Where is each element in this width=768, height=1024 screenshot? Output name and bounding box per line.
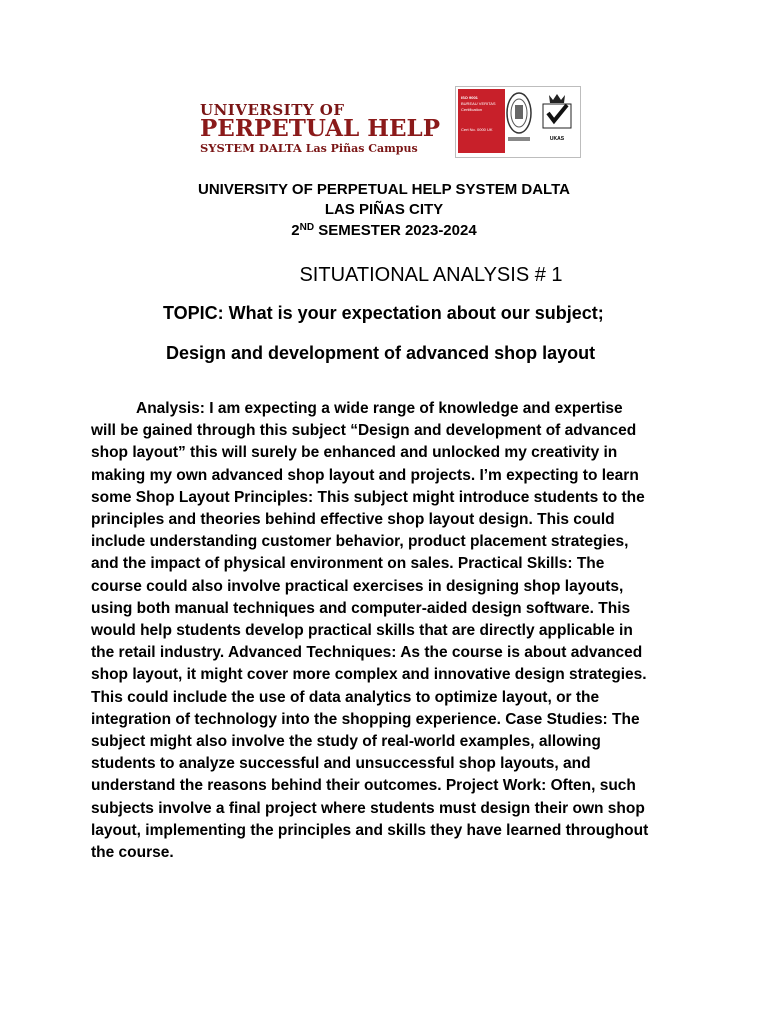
analysis-line: course could also involve practical exercises in designing shop layouts, — [91, 577, 624, 595]
analysis-line: shop layout, it might cover more complex and innovative design strategies. — [91, 666, 647, 684]
crown-check-icon — [540, 91, 574, 131]
logo-campus: Las Piñas Campus — [305, 142, 418, 155]
analysis-line: using both manual techniques and computer-aided design software. This — [91, 599, 631, 617]
analysis-line: some Shop Layout Principles: This subject might introduce students to the — [91, 488, 645, 506]
semester-ordinal: ND — [299, 222, 315, 233]
analysis-line: subject might also involve the study of real-world examples, allowing — [91, 733, 601, 751]
semester-line — [0, 221, 768, 241]
cert-iso: ISO 9001 — [461, 95, 478, 100]
analysis-line: the course. — [91, 844, 174, 862]
university-logo — [200, 103, 440, 157]
analysis-line: layout, implementing the principles and skills they have learned throughout — [91, 821, 649, 839]
cert-number: Cert No. 0000 UK — [461, 127, 493, 132]
analysis-line: making my own advanced shop layout and projects. I’m expecting to learn — [91, 466, 639, 484]
semester-text: SEMESTER 2023-2024 — [314, 222, 477, 239]
certification-badge — [455, 86, 581, 158]
logo-line-3 — [200, 141, 418, 156]
analysis-line: This could include the use of data analytics to optimize layout, or the — [91, 688, 600, 706]
ukas-mark — [540, 91, 574, 151]
analysis-line: include understanding customer behavior, product placement strategies, — [91, 533, 629, 551]
city-name: LAS PIÑAS CITY — [324, 201, 444, 218]
ukas-label: UKAS — [549, 136, 565, 142]
analysis-line: shop layout” this will surely be enhanced and unlocked my creativity in — [91, 444, 618, 462]
topic-line-2: Design and development of advanced shop layout — [166, 343, 596, 363]
analysis-line: Analysis: I am expecting a wide range of knowledge and expertise — [136, 400, 623, 417]
analysis-line: understand the reasons behind their outcomes. Project Work: Often, such — [91, 777, 636, 795]
analysis-line: would help students develop practical skills that are directly applicable in — [91, 622, 633, 640]
semester-number: 2 — [291, 222, 300, 239]
analysis-line: subjects involve a final project where students must design their own shop — [91, 799, 645, 817]
analysis-line: will be gained through this subject “Design and development of advanced — [91, 422, 637, 440]
document-title: SITUATIONAL ANALYSIS # 1 — [299, 264, 563, 286]
analysis-line: students to analyze successful and unsuccessful shop layouts, and — [91, 755, 591, 773]
logo-line-1: UNIVERSITY OF — [200, 101, 345, 119]
seal-icon — [506, 91, 532, 147]
analysis-line: and the impact of physical environment on sales. Practical Skills: The — [91, 555, 605, 573]
topic-line-1: TOPIC: What is your expectation about our subject; — [163, 303, 604, 323]
logo-system-dalta: SYSTEM DALTA — [200, 141, 302, 155]
logo-line-2: PERPETUAL HELP — [200, 115, 440, 142]
cert-certification: Certification — [461, 107, 483, 112]
certification-panel — [458, 89, 505, 153]
analysis-line: the retail industry. Advanced Techniques: As the course is about advanced — [91, 644, 643, 662]
university-name: UNIVERSITY OF PERPETUAL HELP SYSTEM DALTA — [198, 181, 570, 198]
analysis-line: integration of technology into the shopping experience. Case Studies: The — [91, 710, 640, 728]
analysis-line: principles and theories behind effective shop layout design. This could — [91, 511, 615, 529]
cert-bureau: BUREAU VERITAS — [461, 101, 496, 106]
analysis-paragraph — [91, 398, 691, 864]
